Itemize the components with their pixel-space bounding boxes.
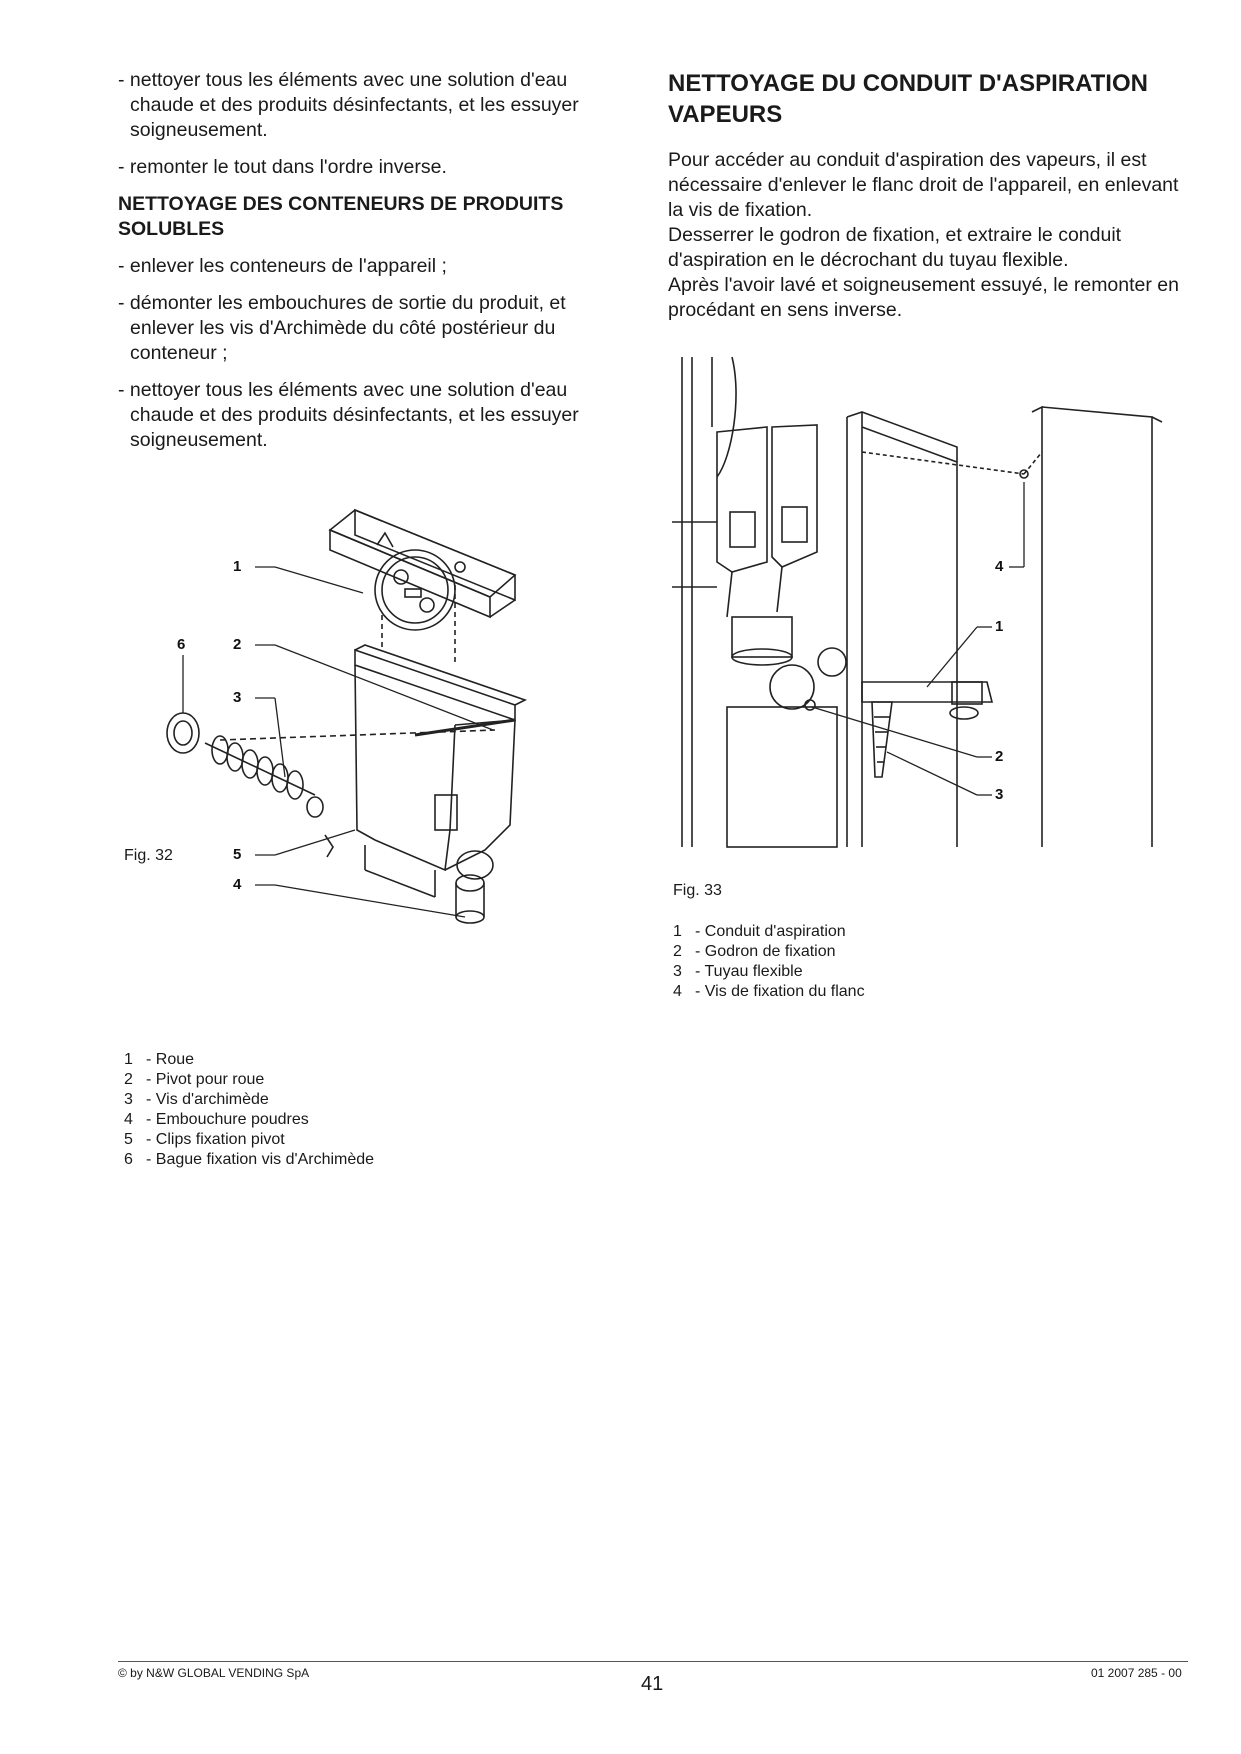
product-canisters [717, 425, 817, 617]
fig32-legend [124, 1050, 374, 1170]
fig33-callout-2: 2 [995, 748, 1004, 765]
fig32-callout-4: 4 [233, 876, 242, 893]
container-body [355, 645, 525, 897]
footer-doc-code: 01 2007 285 - 00 [1091, 1666, 1182, 1680]
legend-item: 5 - Clips fixation pivot [124, 1131, 285, 1148]
legend-item: 3 - Vis d'archimède [124, 1091, 269, 1108]
bullet-dismantle-outlets: - démonter les embouchures de sortie du produit, et enlever les vis d'Archimède du côté postérieur du conteneur ; [118, 292, 566, 364]
section-heading-vapour-duct: NETTOYAGE DU CONDUIT D'ASPIRATION VAPEURS [668, 70, 1148, 128]
paragraph-access: Pour accéder au conduit d'aspiration des vapeurs, il est nécessaire d'enlever le flanc droit de l'appareil, en enlevant la vis de fixation. [668, 149, 1179, 221]
fig33-callout-labels [995, 558, 1004, 803]
legend-item: 3 - Tuyau flexible [673, 963, 803, 980]
knurled-nut [805, 700, 815, 710]
gear-wheel [375, 550, 455, 630]
fig33-legend [673, 922, 865, 1002]
footer-divider [118, 1661, 1188, 1662]
side-panel [1032, 407, 1162, 847]
fig32-exploded-drawing [115, 505, 595, 1045]
fig33-label: Fig. 33 [673, 882, 722, 899]
legend-item: 1 - Roue [124, 1051, 195, 1068]
left-column [118, 68, 618, 465]
legend-item: 1 - Conduit d'aspiration [673, 923, 846, 940]
legend-item: 6 - Bague fixation vis d'Archimède [124, 1151, 375, 1168]
fig32-callout-labels [177, 558, 242, 893]
fig32-callout-3: 3 [233, 689, 242, 706]
flexible-hose [872, 702, 892, 777]
footer-copyright: © by N&W GLOBAL VENDING SpA [118, 1666, 310, 1680]
fig33-callout-1: 1 [995, 618, 1004, 635]
legend-item: 4 - Vis de fixation du flanc [673, 983, 865, 1000]
fig32-label: Fig. 32 [124, 847, 173, 864]
fig32-callout-1: 1 [233, 558, 242, 575]
section-heading-containers: NETTOYAGE DES CONTENEURS DE PRODUITS SOLUBLES [118, 193, 564, 240]
paragraph-loosen: Desserrer le godron de fixation, et extraire le conduit d'aspiration en le décrochant du tuyau flexible. [668, 224, 1122, 271]
bullet-clean-elements: - nettoyer tous les éléments avec une solution d'eau chaude et des produits désinfectants, et les essuyer soigneusement. [118, 69, 579, 141]
suction-duct [862, 682, 992, 719]
fig32-callout-6: 6 [177, 636, 186, 653]
fixing-ring [167, 713, 199, 753]
fig32-callout-2: 2 [233, 636, 242, 653]
archimedes-screw [205, 736, 315, 799]
paragraph-reassemble: Après l'avoir lavé et soigneusement essuyé, le remonter en procédant en sens inverse. [668, 274, 1179, 321]
fig33-callout-4: 4 [995, 558, 1004, 575]
legend-item: 2 - Pivot pour roue [124, 1071, 265, 1088]
bullet-clean-elements-2: - nettoyer tous les éléments avec une solution d'eau chaude et des produits désinfectants, et les essuyer soigneusement. [118, 379, 579, 451]
fig33-callout-3: 3 [995, 786, 1004, 803]
bullet-reassemble: - remonter le tout dans l'ordre inverse. [118, 156, 447, 178]
page-number: 41 [641, 1673, 664, 1695]
wheel-pivot [415, 720, 515, 735]
fig33-machine-drawing [672, 357, 1172, 847]
fig32-callout-5: 5 [233, 846, 242, 863]
bullet-remove-containers: - enlever les conteneurs de l'appareil ; [118, 255, 447, 277]
legend-item: 4 - Embouchure poudres [124, 1111, 309, 1128]
right-column [668, 68, 1198, 323]
legend-item: 2 - Godron de fixation [673, 943, 836, 960]
